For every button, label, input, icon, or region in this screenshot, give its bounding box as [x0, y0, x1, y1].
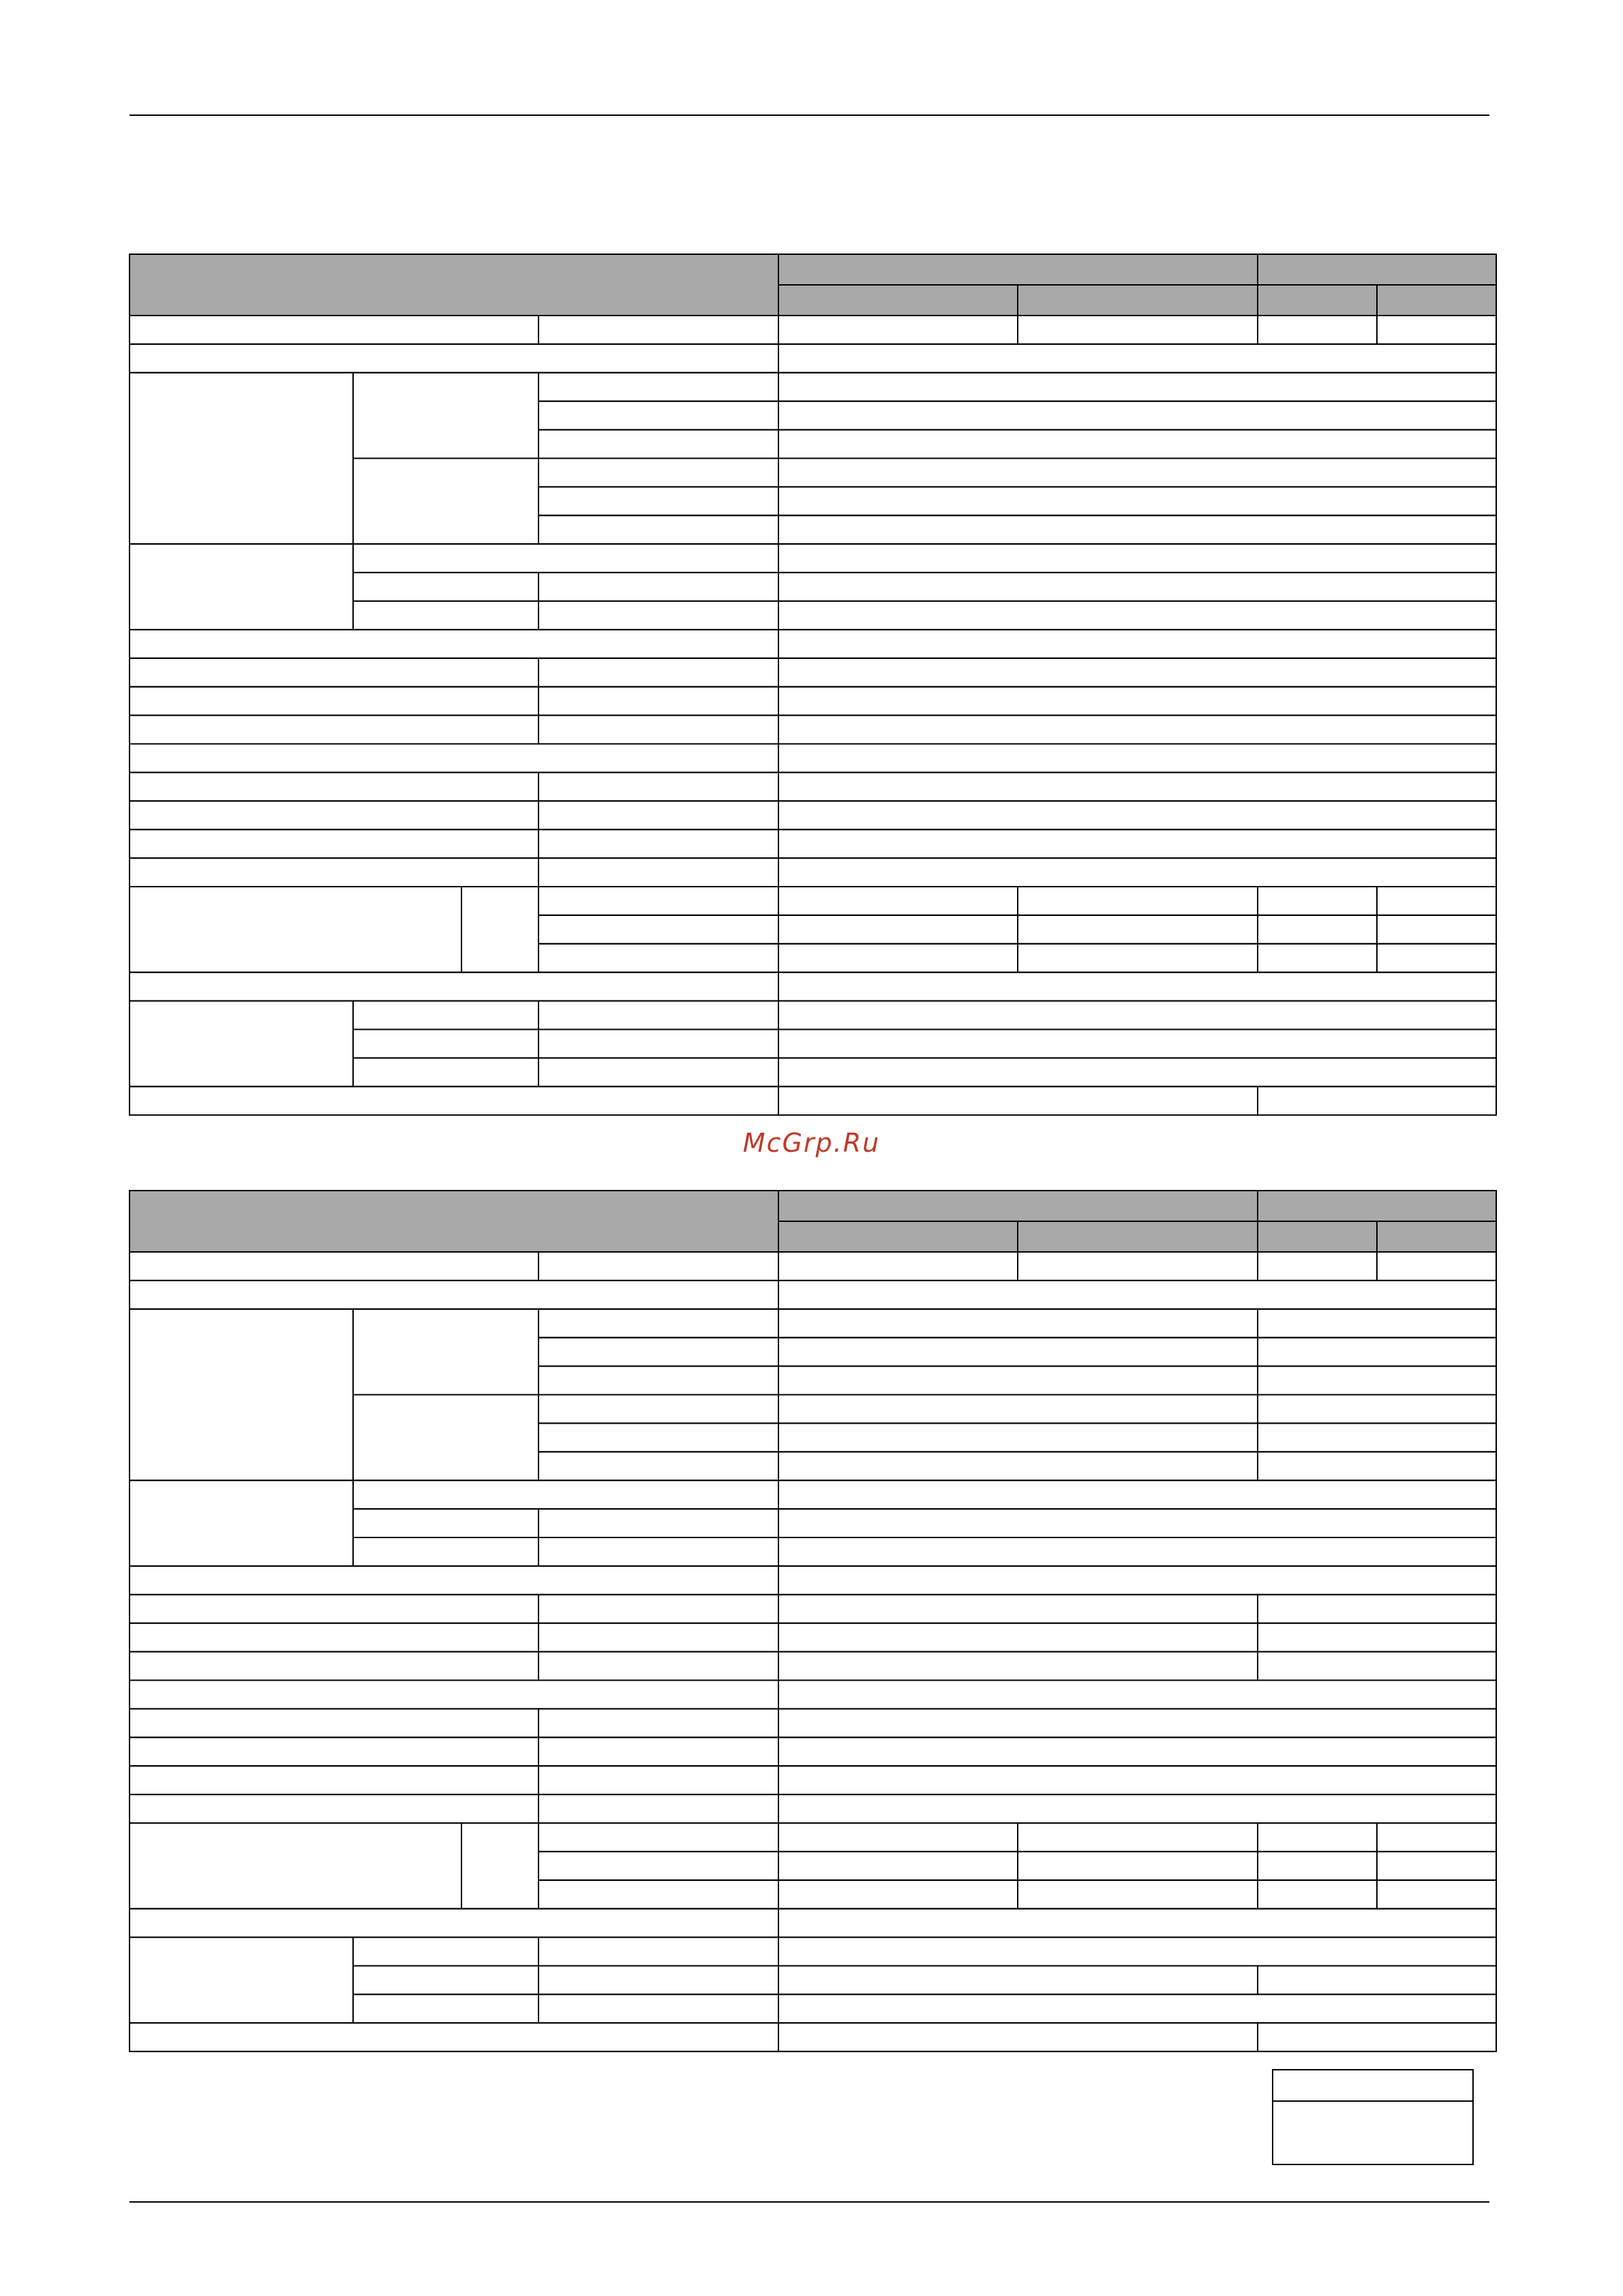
table-cell: [1377, 1880, 1496, 1909]
table-row-unit: [539, 1994, 778, 2023]
table-row-label: [130, 1652, 539, 1681]
table-row-unit: [539, 1852, 778, 1880]
table-row-unit: [539, 1938, 778, 1966]
stamp-box-divider: [1273, 2100, 1472, 2102]
table-row-unit: [539, 1595, 778, 1623]
table-cell: [1258, 1852, 1377, 1880]
table-group-label: [130, 1309, 353, 1480]
table-row-unit: [539, 1366, 778, 1395]
table-header-group-a: [778, 1191, 1258, 1221]
table-cell: [1258, 1623, 1496, 1652]
table-cell: [778, 1281, 1496, 1309]
table-cell: [1258, 1823, 1377, 1852]
table-cell: [778, 1766, 1496, 1794]
table-header-sub-a1: [778, 1221, 1018, 1252]
table-row-unit: [539, 1823, 778, 1852]
table-row-label: [353, 1938, 539, 1966]
table-row-label: [353, 1480, 778, 1509]
table-row-label: [353, 1966, 539, 1995]
table-cell: [778, 1737, 1496, 1766]
table-cell: [1377, 1852, 1496, 1880]
table-row-label: [353, 1994, 539, 2023]
table-row-unit: [539, 1737, 778, 1766]
table-cell: [778, 1452, 1258, 1480]
table-cell: [1258, 1880, 1377, 1909]
table-cell: [778, 1366, 1258, 1395]
table-header-sub-b1: [1258, 1221, 1377, 1252]
table-group-label: [130, 1480, 353, 1566]
table-subgroup-label: [353, 1395, 539, 1481]
table-cell: [778, 1652, 1258, 1681]
table-row-unit: [539, 1880, 778, 1909]
table-cell: [778, 1852, 1018, 1880]
table-row-unit: [539, 1966, 778, 1995]
table-subgroup-label: [353, 1309, 539, 1395]
table-row-label: [130, 1252, 539, 1281]
table-cell: [1018, 1252, 1258, 1281]
table-cell: [1018, 1880, 1258, 1909]
table-cell: [778, 1966, 1258, 1995]
table-row-label: [130, 1595, 539, 1623]
table-cell: [778, 1709, 1496, 1737]
table-cell: [778, 1909, 1496, 1938]
table-cell: [778, 1423, 1258, 1452]
table-cell: [1258, 1966, 1496, 1995]
table-cell: [778, 1338, 1258, 1366]
table-row-label: [130, 1794, 539, 1823]
table-cell: [1258, 1652, 1496, 1681]
table-cell: [778, 1880, 1018, 1909]
watermark: McGrp.Ru: [742, 1128, 881, 1158]
table-row-unit: [539, 1423, 778, 1452]
table-header-sub-a2: [1018, 1221, 1258, 1252]
table-cell: [1258, 1395, 1496, 1424]
table-row-unit: [539, 1309, 778, 1338]
table-cell: [778, 1994, 1496, 2023]
table-row-unit: [539, 1709, 778, 1737]
table-cell: [1258, 1366, 1496, 1395]
table-row-unit: [539, 1537, 778, 1566]
table-row-unit: [539, 1652, 778, 1681]
table-cell: [778, 1395, 1258, 1424]
table-row-label: [130, 1566, 778, 1595]
table-row-label: [353, 1537, 539, 1566]
table-row-unit: [539, 1452, 778, 1480]
table-cell: [1377, 1252, 1496, 1281]
table-row-unit: [539, 1338, 778, 1366]
table-cell: [778, 1252, 1018, 1281]
bottom-rule: [130, 2201, 1489, 2203]
table-cell: [1258, 1452, 1496, 1480]
table-cell: [1258, 1595, 1496, 1623]
table-row-label: [130, 1281, 778, 1309]
table-cell: [1258, 1309, 1496, 1338]
table-row-unit: [539, 1509, 778, 1537]
table-group-label: [130, 1823, 461, 1909]
table-cell: [778, 1537, 1496, 1566]
table-cell: [1018, 1823, 1258, 1852]
table-header-group-b: [1258, 1191, 1496, 1221]
table-group-label: [130, 1938, 353, 2023]
table-row-label: [130, 1766, 539, 1794]
table-row-label: [130, 2023, 778, 2051]
table-row-label: [130, 1737, 539, 1766]
table-row-unit: [539, 1794, 778, 1823]
table-cell: [778, 1938, 1496, 1966]
table-row-unit: [539, 1623, 778, 1652]
table-cell: [778, 1595, 1258, 1623]
table-cell: [1258, 1252, 1377, 1281]
table-cell: [1258, 1338, 1496, 1366]
table-row-label: [130, 1709, 539, 1737]
table-cell: [778, 1566, 1496, 1595]
table-cell: [1018, 1852, 1258, 1880]
table-subgroup-label: [461, 1823, 539, 1909]
table-header-label-cell: [130, 1191, 778, 1252]
table-cell: [1377, 1823, 1496, 1852]
table-cell: [778, 1480, 1496, 1509]
table-cell: [778, 1681, 1496, 1709]
table-row-label: [130, 1681, 778, 1709]
table-row-unit: [539, 1766, 778, 1794]
table-cell: [778, 1623, 1258, 1652]
table-cell: [778, 1509, 1496, 1537]
table-row-label: [130, 1623, 539, 1652]
table-cell: [778, 1309, 1258, 1338]
table-header-sub-b2: [1377, 1221, 1496, 1252]
table-cell: [778, 1823, 1018, 1852]
table-cell: [778, 1794, 1496, 1823]
table-row-unit: [539, 1395, 778, 1424]
stamp-box: [1272, 2069, 1474, 2165]
table-cell: [1258, 1423, 1496, 1452]
table-cell: [1258, 2023, 1496, 2051]
table-row-label: [130, 1909, 778, 1938]
table-row-unit: [539, 1252, 778, 1281]
table-row-label: [353, 1509, 539, 1537]
table-cell: [778, 2023, 1258, 2051]
